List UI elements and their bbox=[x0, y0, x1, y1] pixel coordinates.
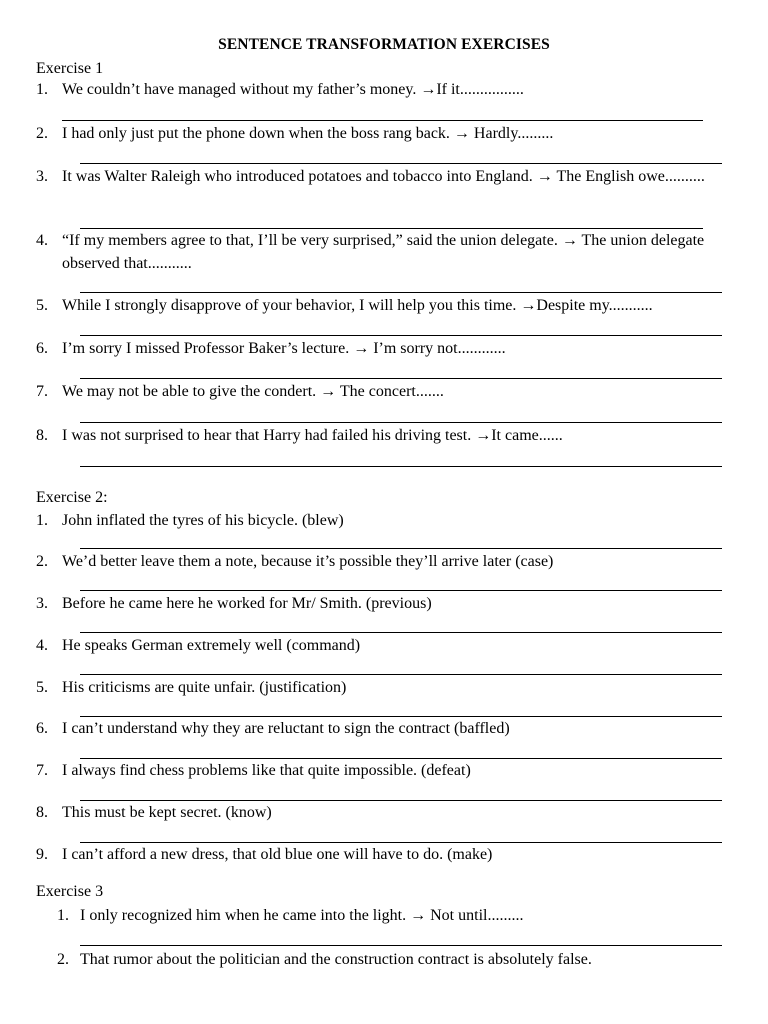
answer-line bbox=[80, 674, 722, 675]
item-number: 8. bbox=[36, 804, 48, 821]
item-text: I’m sorry I missed Professor Baker’s lecture. → I’m sorry not............ bbox=[62, 340, 506, 357]
answer-line bbox=[80, 466, 722, 467]
item-number: 2. bbox=[57, 951, 69, 968]
item-number: 2. bbox=[36, 553, 48, 570]
item-text: He speaks German extremely well (command) bbox=[62, 637, 361, 654]
item-number: 6. bbox=[36, 720, 48, 737]
exercise-2-heading: Exercise 2: bbox=[36, 489, 108, 506]
answer-line bbox=[80, 945, 722, 946]
answer-line bbox=[80, 590, 722, 591]
item-text: I had only just put the phone down when the boss rang back. → Hardly......... bbox=[62, 125, 554, 142]
item-number: 3. bbox=[36, 595, 48, 612]
item-number: 7. bbox=[36, 762, 48, 779]
item-number: 1. bbox=[36, 81, 48, 98]
item-text: I was not surprised to hear that Harry had failed his driving test. →It came...... bbox=[62, 427, 563, 444]
item-number: 4. bbox=[36, 637, 48, 654]
item-number: 9. bbox=[36, 846, 48, 863]
item-number: 1. bbox=[36, 512, 48, 529]
item-number: 6. bbox=[36, 340, 48, 357]
answer-line bbox=[80, 632, 722, 633]
item-text: His criticisms are quite unfair. (justification) bbox=[62, 679, 347, 696]
answer-line bbox=[80, 292, 722, 293]
exercise-1-heading: Exercise 1 bbox=[36, 60, 104, 77]
item-number: 3. bbox=[36, 168, 48, 185]
answer-line bbox=[80, 378, 722, 379]
item-text: John inflated the tyres of his bicycle. (blew) bbox=[62, 512, 344, 529]
item-text: Before he came here he worked for Mr/ Smith. (previous) bbox=[62, 595, 432, 612]
item-number: 2. bbox=[36, 125, 48, 142]
item-text: We couldn’t have managed without my father’s money. →If it................ bbox=[62, 81, 524, 98]
item-text: We’d better leave them a note, because it’s possible they’ll arrive later (case) bbox=[62, 553, 554, 570]
item-text: I only recognized him when he came into the light. → Not until......... bbox=[80, 907, 524, 924]
answer-line bbox=[80, 163, 722, 164]
answer-line bbox=[80, 422, 722, 423]
answer-line bbox=[62, 120, 703, 121]
item-text: While I strongly disapprove of your behavior, I will help you this time. →Despite my........... bbox=[62, 297, 653, 314]
item-number: 8. bbox=[36, 427, 48, 444]
answer-line bbox=[80, 335, 722, 336]
item-text: “If my members agree to that, I’ll be very surprised,” said the union delegate. → The union delegate observed that........... bbox=[62, 232, 705, 272]
item-text: This must be kept secret. (know) bbox=[62, 804, 272, 821]
item-text: That rumor about the politician and the construction contract is absolutely false. bbox=[80, 951, 592, 968]
exercise-3-heading: Exercise 3 bbox=[36, 883, 104, 900]
item-text: It was Walter Raleigh who introduced potatoes and tobacco into England. → The English owe.......... bbox=[62, 168, 705, 185]
item-text: I can’t understand why they are reluctant to sign the contract (baffled) bbox=[62, 720, 510, 737]
item-text: I can’t afford a new dress, that old blue one will have to do. (make) bbox=[62, 846, 493, 863]
item-number: 5. bbox=[36, 297, 48, 314]
item-number: 5. bbox=[36, 679, 48, 696]
answer-line bbox=[80, 548, 722, 549]
item-number: 4. bbox=[36, 232, 48, 249]
page-title: SENTENCE TRANSFORMATION EXERCISES bbox=[218, 36, 550, 53]
item-text: We may not be able to give the condert. → The concert....... bbox=[62, 383, 444, 400]
item-number: 7. bbox=[36, 383, 48, 400]
item-number: 1. bbox=[57, 907, 69, 924]
item-text: I always find chess problems like that quite impossible. (defeat) bbox=[62, 762, 471, 779]
